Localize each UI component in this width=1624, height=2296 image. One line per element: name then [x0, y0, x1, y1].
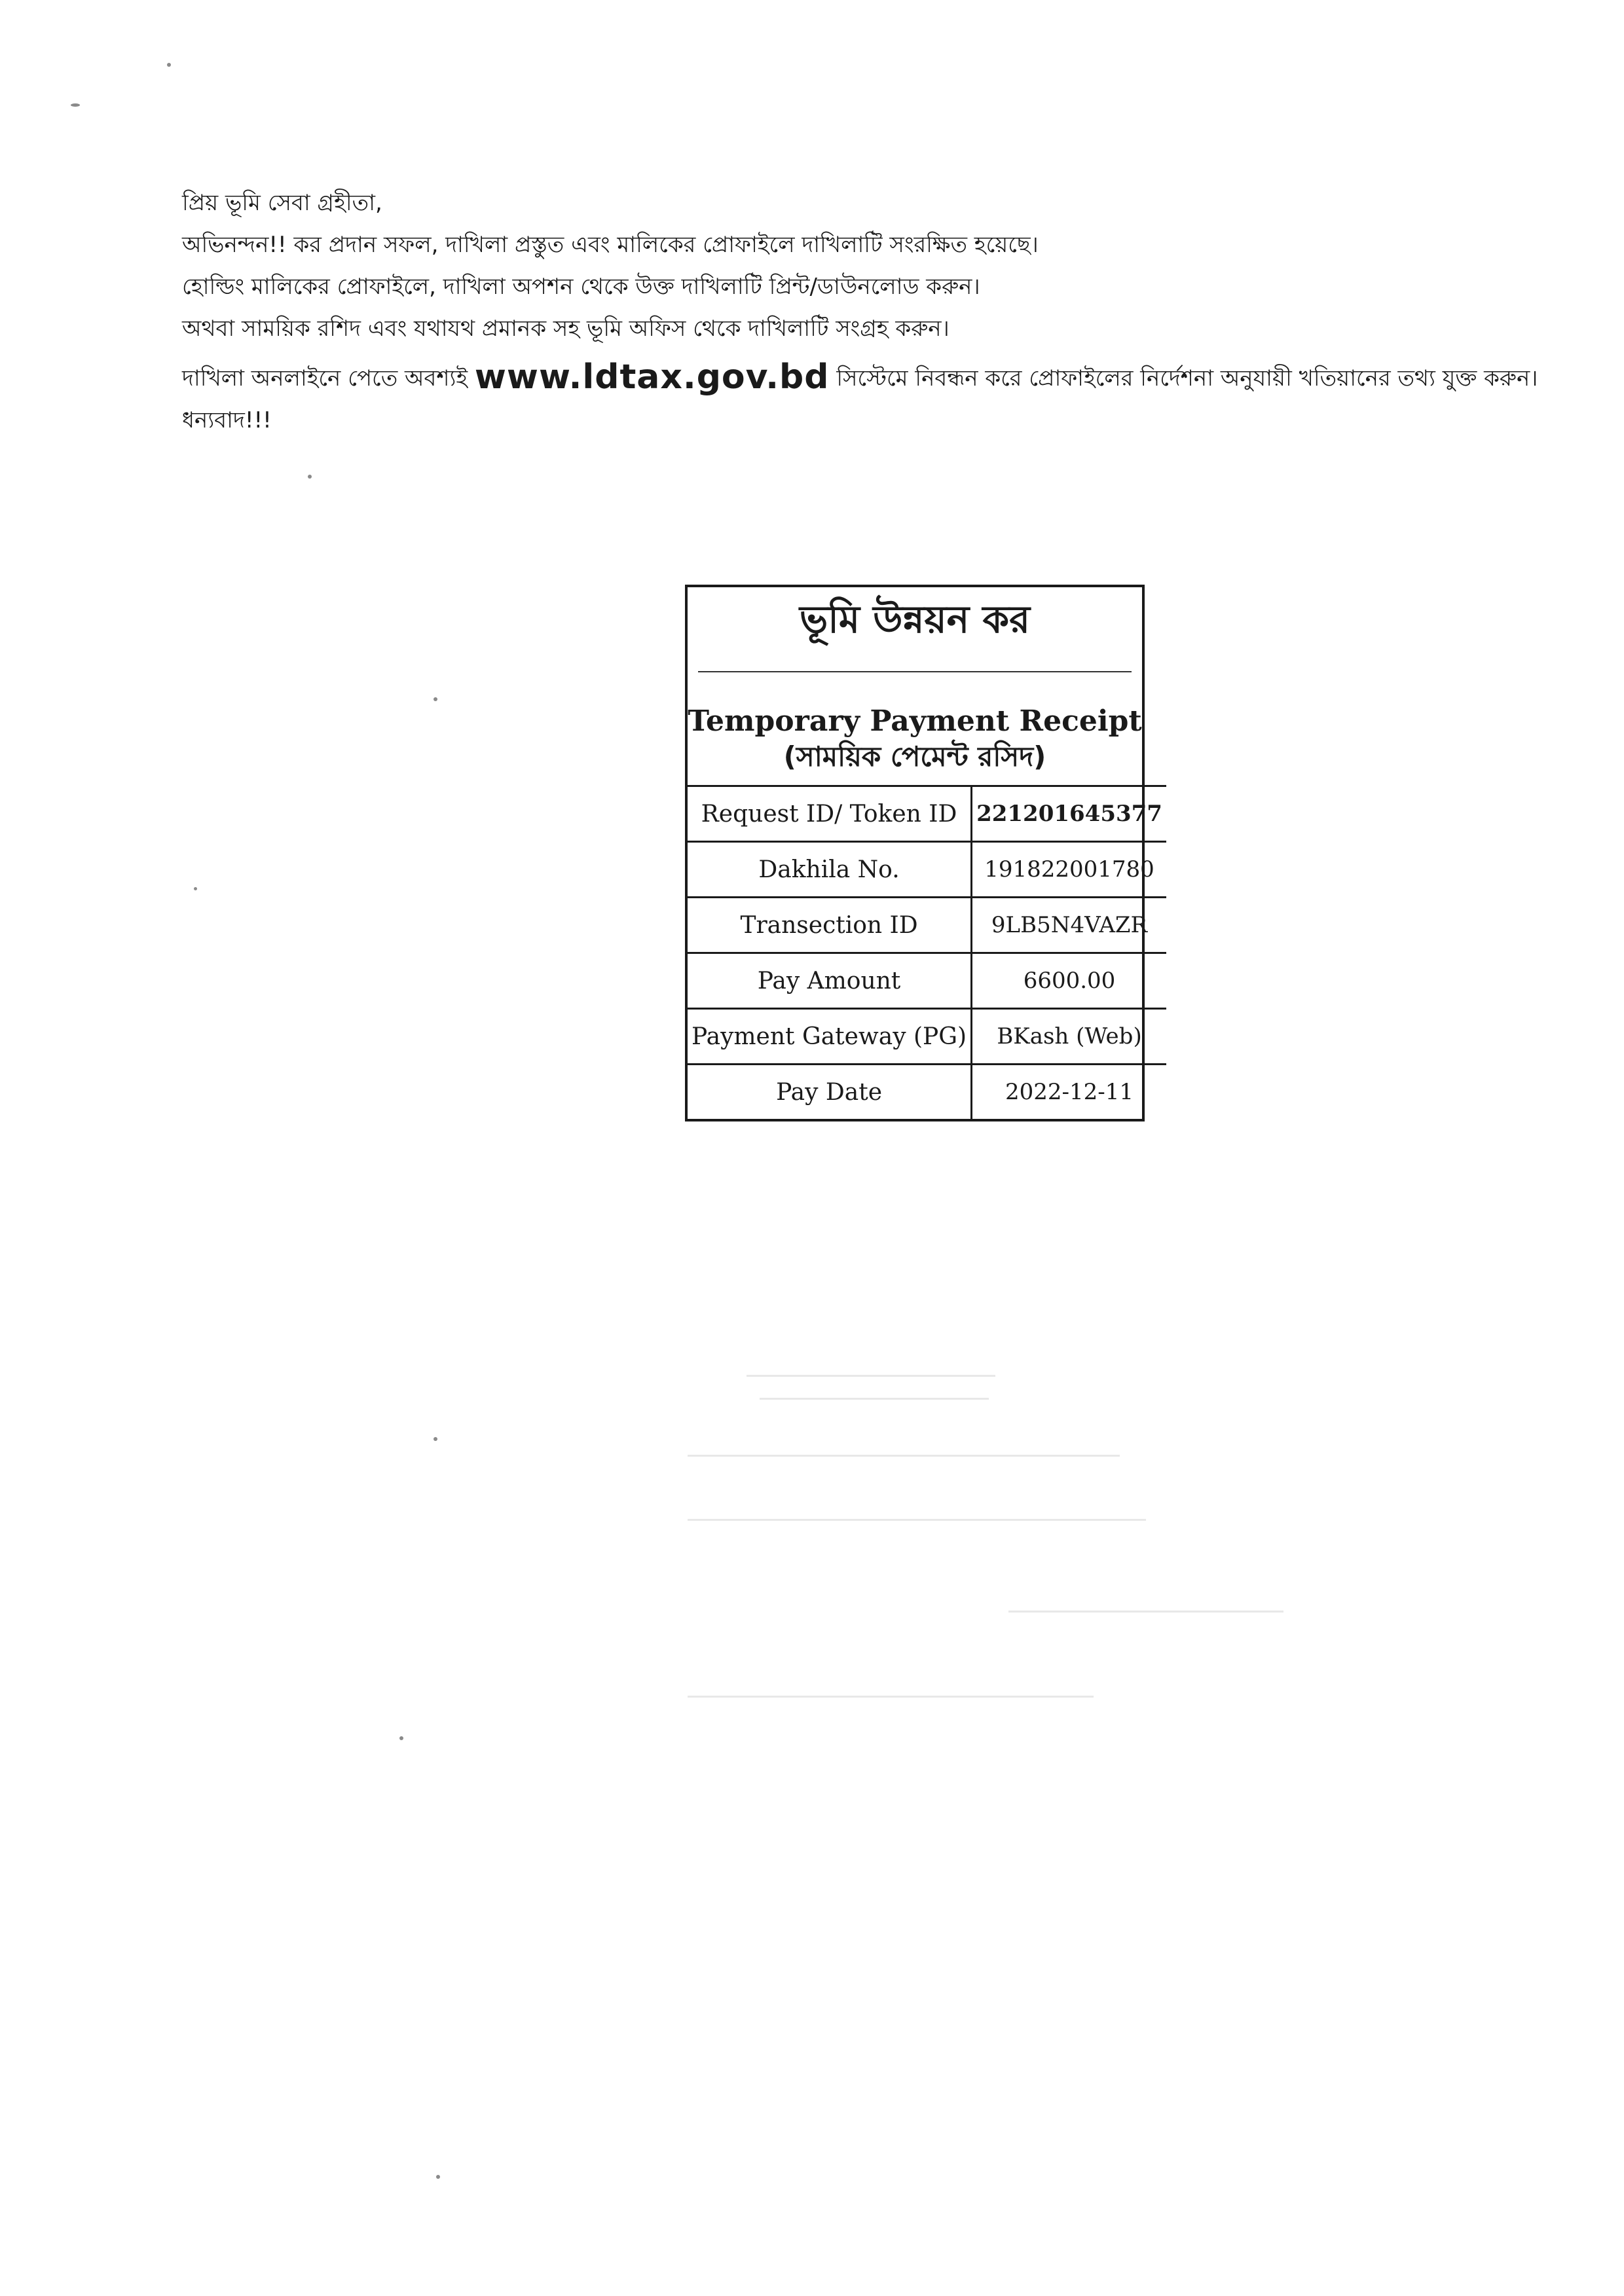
faded-bleed-through: [688, 1696, 1094, 1698]
table-row: [688, 898, 1166, 953]
faded-bleed-through: [1008, 1611, 1283, 1613]
message-line-3: অথবা সাময়িক রশিদ এবং যথাযথ প্রমানক সহ ভূমি অফিস থেকে দাখিলাটি সংগ্রহ করুন।: [182, 316, 950, 342]
receipt-subtitle-bn: (সাময়িক পেমেন্ট রসিদ): [783, 740, 1046, 773]
receipt-title: ভূমি উন্নয়ন কর: [800, 597, 1030, 642]
payment-gateway-value: BKash (Web): [972, 1009, 1166, 1065]
pay-date-value: 2022-12-11: [972, 1065, 1166, 1120]
header-divider: [698, 671, 1132, 672]
scan-speck: [399, 1736, 403, 1740]
row-label: Pay Date: [688, 1065, 972, 1120]
closing-line: ধন্যবাদ!!!: [182, 407, 272, 433]
greeting-line: প্রিয় ভূমি সেবা গ্রহীতা,: [182, 190, 382, 216]
faded-bleed-through: [747, 1375, 995, 1377]
table-row: [688, 1009, 1166, 1065]
message-line-4: [182, 356, 1544, 399]
row-label: Payment Gateway (PG): [688, 1009, 972, 1065]
faded-bleed-through: [688, 1455, 1120, 1457]
scan-speck: [434, 1437, 437, 1441]
faded-bleed-through: [760, 1398, 989, 1400]
token-id-value: 221201645377: [972, 786, 1166, 842]
scan-speck: [71, 103, 80, 107]
row-label: Dakhila No.: [688, 842, 972, 898]
message-line-4-prefix: দাখিলা অনলাইনে পেতে অবশ্যই: [182, 365, 468, 392]
ldtax-url: www.ldtax.gov.bd: [474, 357, 830, 397]
faded-bleed-through: [688, 1519, 1146, 1521]
table-row: [688, 786, 1166, 842]
row-label: Request ID/ Token ID: [688, 786, 972, 842]
message-line-4-suffix: সিস্টেমে নিবন্ধন করে প্রোফাইলের নির্দেশনা অনুযায়ী খতিয়ানের তথ্য যুক্ত করুন।: [836, 365, 1538, 392]
row-label: Transection ID: [688, 898, 972, 953]
scan-speck: [194, 887, 197, 890]
receipt-header: [688, 587, 1142, 785]
table-row: [688, 953, 1166, 1009]
scan-speck: [167, 63, 171, 67]
confirmation-message: [182, 182, 1544, 441]
dakhila-no-value: 191822001780: [972, 842, 1166, 898]
receipt-subtitle: Temporary Payment Receipt: [688, 704, 1142, 738]
payment-receipt: [685, 585, 1162, 1121]
pay-amount-value: 6600.00: [972, 953, 1166, 1009]
table-row: [688, 842, 1166, 898]
receipt-table: [688, 785, 1166, 1119]
row-label: Pay Amount: [688, 953, 972, 1009]
message-line-2: হোল্ডিং মালিকের প্রোফাইলে, দাখিলা অপশন থেকে উক্ত দাখিলাটি প্রিন্ট/ডাউনলোড করুন।: [182, 274, 980, 300]
scan-speck: [434, 697, 437, 701]
transaction-id-value: 9LB5N4VAZR: [972, 898, 1166, 953]
scan-speck: [308, 475, 312, 479]
scan-speck: [436, 2175, 440, 2179]
table-row: [688, 1065, 1166, 1120]
message-line-1: অভিনন্দন!! কর প্রদান সফল, দাখিলা প্রস্তুত এবং মালিকের প্রোফাইলে দাখিলাটি সংরক্ষিত হয়েছে।: [182, 232, 1039, 258]
